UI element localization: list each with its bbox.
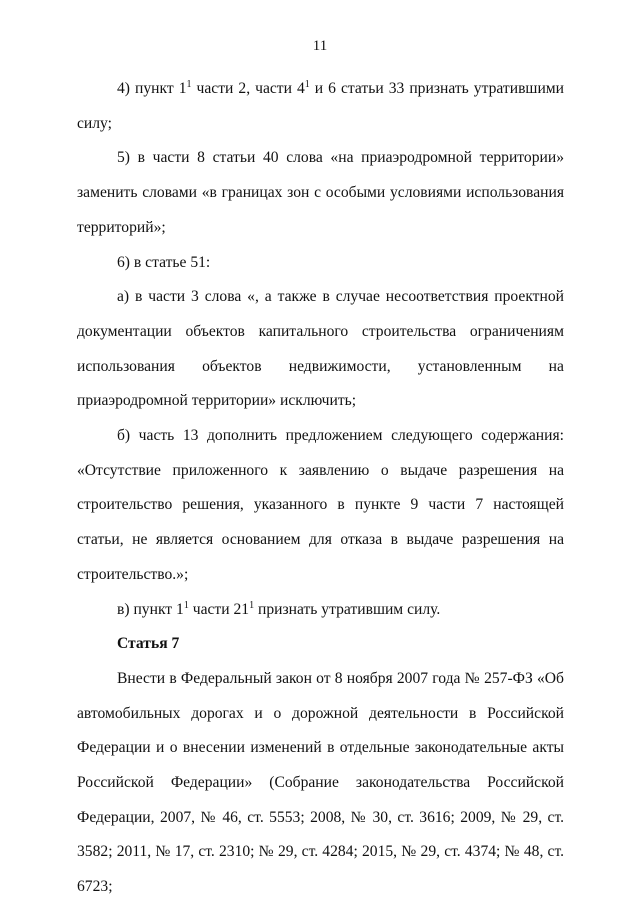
item-6v-part-a: в) пункт 1 bbox=[117, 600, 184, 618]
item-6v-superscript-2: 1 bbox=[249, 599, 255, 611]
item-6a-line-4: приаэродромной территории» исключить; bbox=[77, 392, 357, 410]
item-6a-line-3 bbox=[77, 350, 564, 385]
item-5: 5) в части 8 статьи 40 слова «на приаэродромной территории» заменить словами «в границах зон с особыми условиями использования территорий»; bbox=[77, 149, 564, 236]
item-4-part-b: части 2, части 4 bbox=[191, 80, 305, 97]
item-6a-word: использования bbox=[77, 357, 175, 375]
item-6a-word: капитального bbox=[258, 322, 349, 340]
item-4-part-c: и 6 статьи 33 признать утратившими силу; bbox=[77, 80, 564, 132]
item-6: 6) в статье 51: bbox=[117, 253, 211, 271]
item-6a-line-1: а) в части 3 слова «, а также в случае несоответствия проектной bbox=[117, 288, 564, 306]
item-6v-part-c: признать утратившим силу. bbox=[254, 600, 441, 618]
item-6a-word: объектов bbox=[185, 322, 245, 340]
document-body bbox=[77, 72, 564, 905]
item-6a-word: недвижимости, bbox=[288, 357, 391, 375]
item-6a-word: на bbox=[548, 357, 564, 375]
item-4-part-a: 4) пункт 1 bbox=[117, 80, 187, 97]
article-7-heading: Статья 7 bbox=[117, 635, 180, 653]
item-6v-part-b: части 21 bbox=[188, 600, 250, 618]
item-6a-word: объектов bbox=[202, 357, 262, 375]
item-6v-superscript-1: 1 bbox=[183, 599, 189, 611]
item-4 bbox=[77, 72, 564, 141]
item-6a-line-2 bbox=[77, 315, 564, 350]
page-number: 11 bbox=[312, 38, 328, 54]
item-6b: б) часть 13 дополнить предложением следующего содержания: «Отсутствие приложенного к заявлению о выдаче разрешения на строительство решения, указанного в пункте 9 части 7 настоящей статьи, не является основанием для отказа в выдаче разрешения на строительство.»; bbox=[77, 427, 564, 583]
item-4-superscript-2: 1 bbox=[304, 79, 310, 90]
item-6a-word: установленным bbox=[417, 357, 522, 375]
item-6a-word: строительства bbox=[361, 322, 457, 340]
article-7-text: Внести в Федеральный закон от 8 ноября 2007 года № 257-ФЗ «Об автомобильных дорогах и о дорожной деятельности в Российской Федерации и о внесении изменений в отдельные законодательные акты Российской Федерации» (Собрание законодательства Российской Федерации, 2007, № 46, ст. 5553; 2008, № 30, ст. 3616; 2009, № 29, ст. 3582; 2011, № 17, ст. 2310; № 29, ст. 4284; 2015, № 29, ст. 4374; № 48, ст. 6723; bbox=[77, 669, 564, 896]
item-6a-word: ограничениям bbox=[469, 322, 564, 340]
item-6a-word: документации bbox=[77, 322, 172, 340]
item-6v bbox=[77, 593, 564, 628]
item-4-superscript-1: 1 bbox=[186, 79, 192, 90]
